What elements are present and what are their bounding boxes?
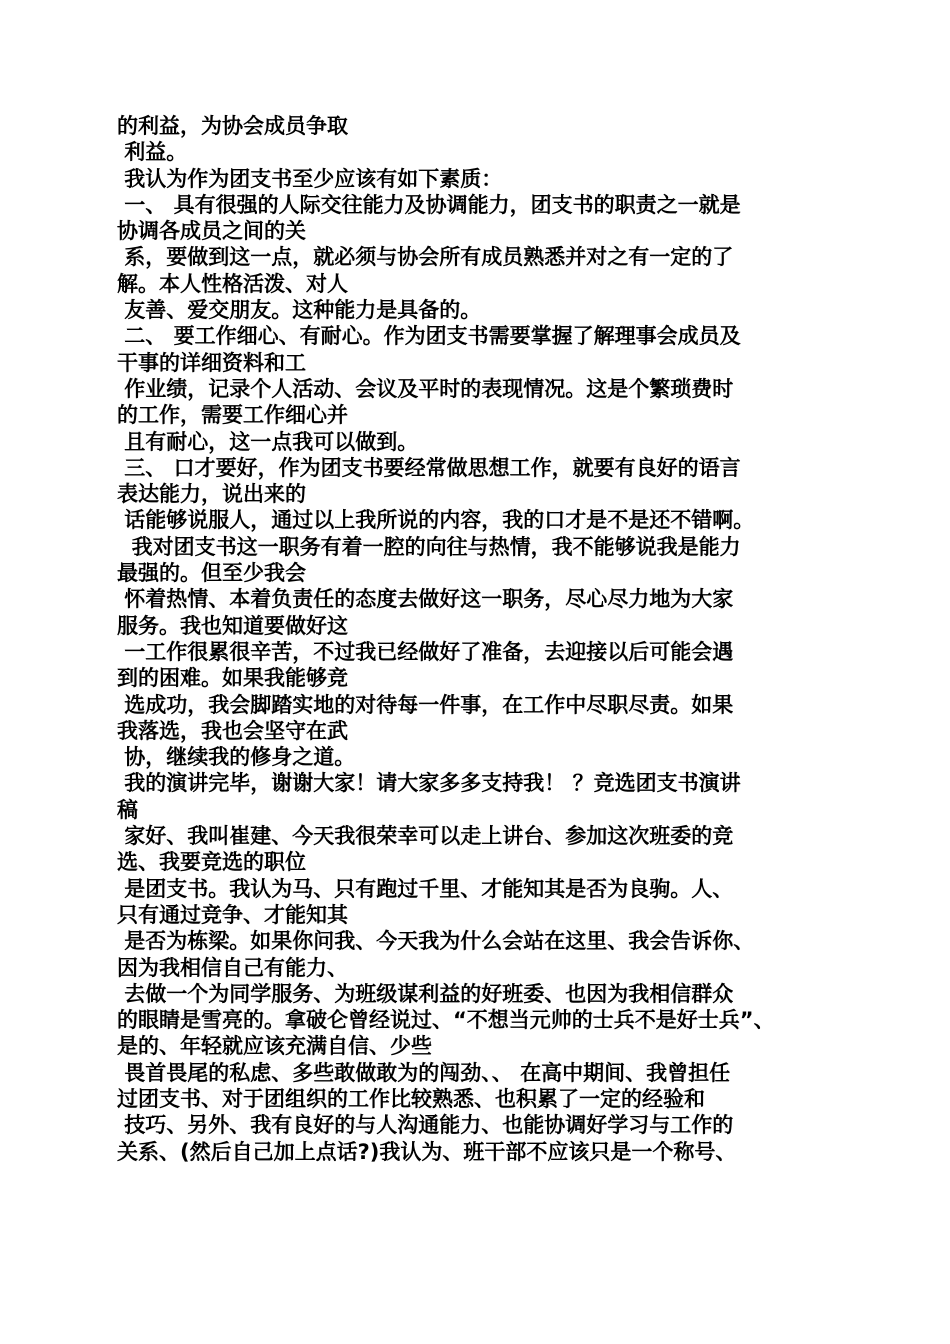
- text-line: 解。本人性格活泼、对人: [117, 271, 348, 296]
- text-line: 是的、年轻就应该充满自信、少些: [117, 1034, 432, 1059]
- text-line: 去做一个为同学服务、为班级谋利益的好班委、也因为我相信群众: [117, 981, 734, 1006]
- text-line: 三、 口才要好，作为团支书要经常做思想工作，就要有良好的语言: [117, 455, 741, 480]
- text-line: 系，要做到这一点，就必须与协会所有成员熟悉并对之有一定的了: [117, 245, 734, 270]
- text-line: 干事的详细资料和工: [117, 350, 306, 375]
- text-line: 的眼睛是雪亮的。拿破仑曾经说过、“不想当元帅的士兵不是好士兵”、: [117, 1008, 775, 1033]
- text-line: 一、 具有很强的人际交往能力及协调能力，团支书的职责之一就是: [117, 192, 741, 217]
- text-line: 因为我相信自己有能力、: [117, 955, 348, 980]
- text-line: 的利益，为协会成员争取: [117, 114, 348, 138]
- text-line: 话能够说服人，通过以上我所说的内容，我的口才是不是还不错啊。: [117, 508, 755, 533]
- text-line: 最强的。但至少我会: [117, 561, 306, 586]
- text-line: 我落选，我也会坚守在武: [117, 718, 348, 743]
- text-line: 我认为作为团支书至少应该有如下素质：: [117, 166, 503, 191]
- text-line: 选成功，我会脚踏实地的对待每一件事，在工作中尽职尽责。如果: [117, 692, 734, 717]
- text-line: 友善、爱交朋友。这种能力是具备的。: [117, 298, 482, 323]
- text-line: 服务。我也知道要做好这: [117, 613, 348, 638]
- text-line: 到的困难。如果我能够竞: [117, 666, 348, 691]
- text-line: 我对团支书这一职务有着一腔的向往与热情，我不能够说我是能力: [117, 534, 741, 559]
- text-line: 家好、我叫崔建、今天我很荣幸可以走上讲台、参加这次班委的竞: [117, 824, 734, 849]
- text-line: 稿: [117, 797, 138, 822]
- text-line: 怀着热情、本着负责任的态度去做好这一职务，尽心尽力地为大家: [117, 587, 734, 612]
- text-line: 二、 要工作细心、有耐心。作为团支书需要掌握了解理事会成员及: [117, 324, 741, 349]
- text-line: 只有通过竞争、才能知其: [117, 902, 348, 927]
- text-line: 关系、(然后自己加上点话?)我认为、班干部不应该只是一个称号、: [117, 1139, 737, 1164]
- text-line: 是否为栋梁。如果你问我、今天我为什么会站在这里、我会告诉你、: [117, 929, 755, 954]
- text-line: 过团支书、对于团组织的工作比较熟悉、也积累了一定的经验和: [117, 1086, 705, 1111]
- text-line: 一工作很累很辛苦，不过我已经做好了准备，去迎接以后可能会遇: [117, 639, 734, 664]
- text-line: 协，继续我的修身之道。: [117, 745, 356, 770]
- text-line: 我的演讲完毕，谢谢大家！请大家多多支持我！ ？竞选团支书演讲: [117, 771, 741, 796]
- text-line: 的工作，需要工作细心并: [117, 403, 348, 428]
- text-line: 协调各成员之间的关: [117, 219, 306, 244]
- text-line: 作业绩，记录个人活动、会议及平时的表现情况。这是个繁琐费时: [117, 376, 734, 401]
- text-line: 是团支书。我认为马、只有跑过千里、才能知其是否为良驹。人、: [117, 876, 734, 901]
- body-text: [117, 113, 837, 1165]
- text-line: 技巧、另外、我有良好的与人沟通能力、也能协调好学习与工作的: [117, 1113, 734, 1138]
- text-line: 畏首畏尾的私虑、多些敢做敢为的闯劲、、 在高中期间、我曾担任: [117, 1060, 731, 1085]
- text-line: 且有耐心，这一点我可以做到。: [117, 429, 419, 454]
- text-line: 选、我要竞选的职位: [117, 850, 306, 875]
- text-line: 表达能力，说出来的: [117, 482, 306, 507]
- text-line: 利益。: [117, 140, 188, 165]
